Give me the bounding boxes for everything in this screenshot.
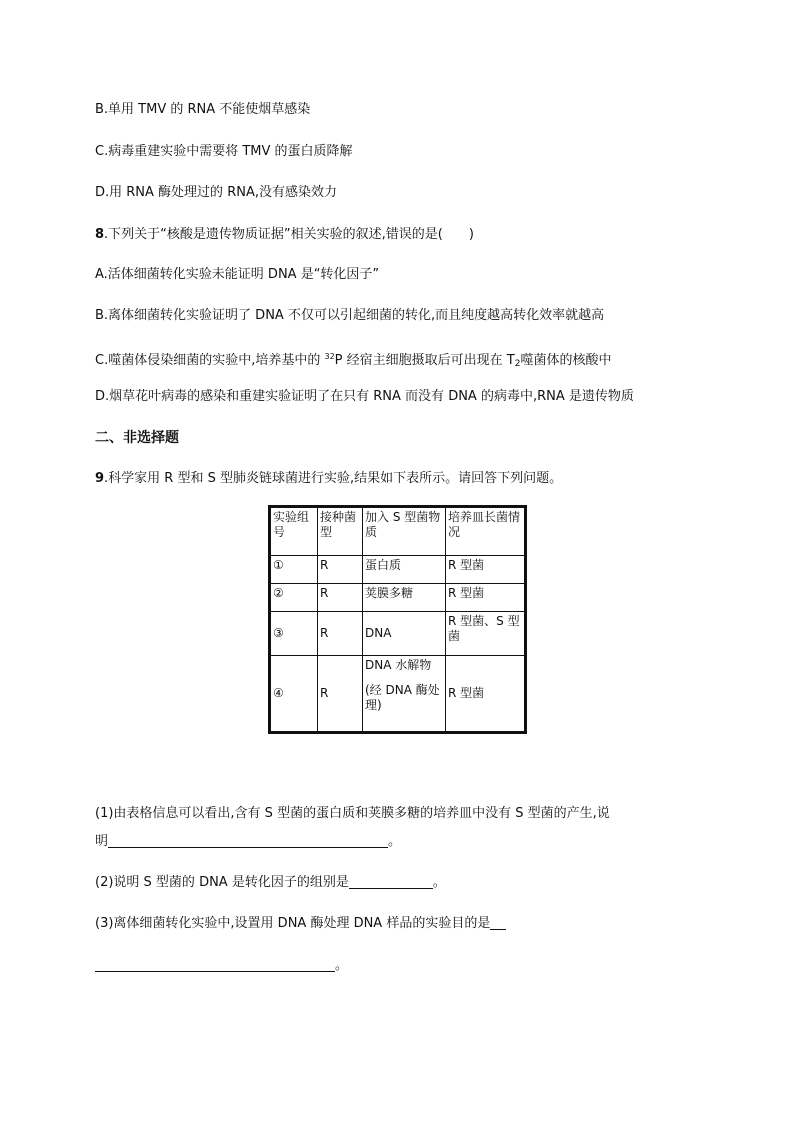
question-9-number: 9 — [95, 471, 105, 486]
question-9-2 — [95, 874, 446, 892]
table-row — [270, 556, 526, 584]
question-8-number: 8 — [95, 227, 105, 242]
answer-blank-3b[interactable] — [95, 957, 335, 972]
section-heading: 二、非选择题 — [95, 430, 179, 446]
table-header-cell: 接种菌型 — [318, 507, 363, 556]
answer-blank-3a[interactable] — [490, 915, 506, 930]
table-cell: R — [318, 584, 363, 612]
table-cell: ④ — [270, 656, 318, 733]
question-9-2-end: 。 — [432, 875, 446, 890]
option-8c — [95, 348, 611, 373]
question-9-text: .科学家用 R 型和 S 型肺炎链球菌进行实验,结果如下表所示。请回答下列问题。 — [104, 471, 563, 486]
table-cell: R 型菌、S 型菌 — [446, 612, 526, 656]
experiment-table — [268, 505, 527, 734]
option-8d: D.烟草花叶病毒的感染和重建实验证明了在只有 RNA 而没有 DNA 的病毒中,RNA 是遗传物质 — [95, 389, 634, 404]
answer-blank-2[interactable] — [349, 874, 433, 889]
table-cell: ③ — [270, 612, 318, 656]
answer-blank-1[interactable] — [108, 833, 388, 848]
option-8c-part2: P 经宿主细胞摄取后可出现在 T — [334, 353, 515, 368]
table-cell-note: (经 DNA 酶处理) — [365, 683, 440, 712]
option-8b: B.离体细菌转化实验证明了 DNA 不仅可以引起细菌的转化,而且纯度越高转化效率就越高 — [95, 308, 605, 323]
question-9-1-line1: (1)由表格信息可以看出,含有 S 型菌的蛋白质和荚膜多糖的培养皿中没有 S 型菌的产生,说 — [95, 806, 610, 821]
option-8c-part1: C.噬菌体侵染细菌的实验中,培养基中的 — [95, 353, 325, 368]
question-8-stem — [95, 226, 474, 244]
table-cell-main: DNA 水解物 — [365, 658, 432, 672]
table-cell: 蛋白质 — [363, 556, 446, 584]
table-row — [270, 612, 526, 656]
table-cell: R 型菌 — [446, 584, 526, 612]
question-9-3-continued — [95, 957, 348, 975]
question-9-1-end: 。 — [388, 834, 402, 849]
option-8c-subscript: 2 — [514, 359, 521, 369]
table-cell: R 型菌 — [446, 556, 526, 584]
table-row — [270, 584, 526, 612]
table-cell: R — [318, 556, 363, 584]
table-row — [270, 656, 526, 733]
table-cell: R 型菌 — [446, 656, 526, 733]
table-cell — [363, 656, 446, 733]
table-cell: ① — [270, 556, 318, 584]
option-8c-superscript: 32 — [324, 352, 335, 361]
question-8-text: .下列关于“核酸是遗传物质证据”相关实验的叙述,错误的是( ) — [104, 227, 474, 242]
question-9-2-text: (2)说明 S 型菌的 DNA 是转化因子的组别是 — [95, 875, 349, 890]
option-7d: D.用 RNA 酶处理过的 RNA,没有感染效力 — [95, 185, 337, 200]
option-7b: B.单用 TMV 的 RNA 不能使烟草感染 — [95, 102, 311, 117]
table-cell: DNA — [363, 612, 446, 656]
table-header-cell: 培养皿长菌情况 — [446, 507, 526, 556]
table-cell: R — [318, 656, 363, 733]
question-9-3-end: 。 — [335, 958, 349, 973]
question-9-3-text: (3)离体细菌转化实验中,设置用 DNA 酶处理 DNA 样品的实验目的是 — [95, 916, 491, 931]
table-cell: ② — [270, 584, 318, 612]
table-header-cell: 加入 S 型菌物质 — [363, 507, 446, 556]
question-9-1-prefix: 明 — [95, 834, 109, 849]
table-cell: R — [318, 612, 363, 656]
table-header-cell: 实验组号 — [270, 507, 318, 556]
question-9-1-line2 — [95, 833, 401, 851]
option-8c-part3: 噬菌体的核酸中 — [520, 353, 612, 368]
table-header-row — [270, 507, 526, 556]
question-9-stem — [95, 470, 562, 488]
option-8a: A.活体细菌转化实验未能证明 DNA 是“转化因子” — [95, 267, 380, 282]
table-cell: 荚膜多糖 — [363, 584, 446, 612]
option-7c: C.病毒重建实验中需要将 TMV 的蛋白质降解 — [95, 144, 353, 159]
question-9-3 — [95, 915, 506, 933]
